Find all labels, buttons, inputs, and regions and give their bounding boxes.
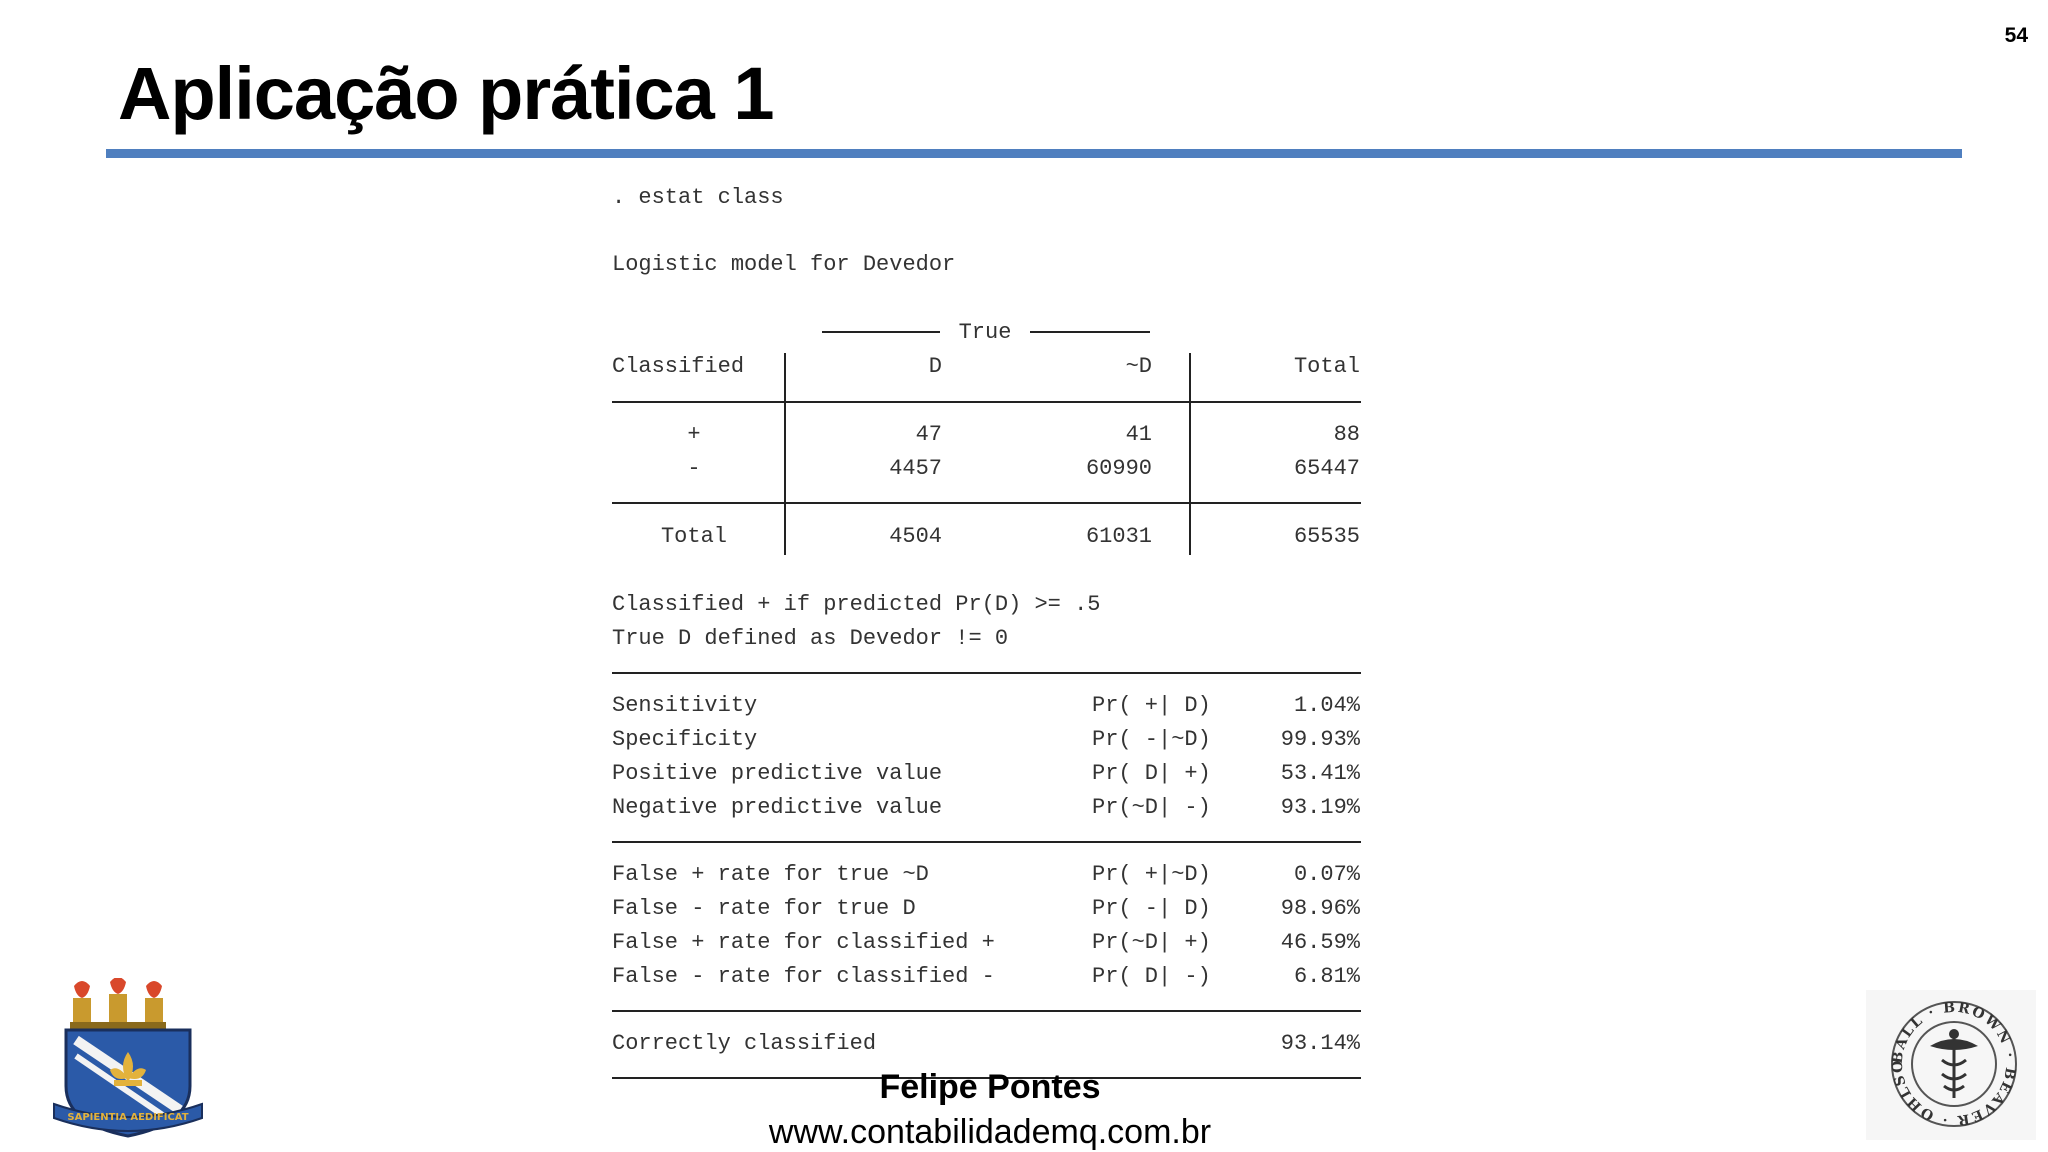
true-header-rule-left: [822, 331, 940, 333]
table-vline-left: [784, 353, 786, 555]
row-total-total: 65535: [1293, 524, 1360, 549]
ball-brown-seal-icon: [1866, 990, 2036, 1140]
table-header-rule: [612, 401, 1361, 403]
stat-value: 0.07%: [1293, 862, 1360, 887]
stat-expr: Pr( +|~D): [1092, 862, 1211, 887]
stat-label: Specificity: [612, 727, 758, 752]
stat-value: 99.93%: [1280, 727, 1360, 752]
footer-author: Felipe Pontes: [879, 1068, 1101, 1106]
model-line: Logistic model for Devedor: [612, 252, 956, 277]
note-threshold: Classified + if predicted Pr(D) >= .5: [612, 592, 1101, 617]
row-minus-not-d: 60990: [1085, 456, 1152, 481]
stat-label: Positive predictive value: [612, 761, 943, 786]
stat-expr: Pr( D| -): [1092, 964, 1211, 989]
stat-label: False + rate for classified +: [612, 930, 995, 955]
stat-label: Negative predictive value: [612, 795, 943, 820]
stat-value: 46.59%: [1280, 930, 1360, 955]
stat-value: 98.96%: [1280, 896, 1360, 921]
stat-value: 53.41%: [1280, 761, 1360, 786]
col-total: Total: [1293, 354, 1360, 379]
correctly-classified-value: 93.14%: [1280, 1031, 1360, 1056]
note-true-definition: True D defined as Devedor != 0: [612, 626, 1009, 651]
stat-value: 93.19%: [1280, 795, 1360, 820]
row-total-d: 4504: [889, 524, 942, 549]
row-plus-label: +: [687, 422, 701, 447]
stat-expr: Pr( +| D): [1092, 693, 1211, 718]
stat-label: False + rate for true ~D: [612, 862, 929, 887]
row-minus-label: -: [687, 456, 701, 481]
stat-expr: Pr( D| +): [1092, 761, 1211, 786]
col-d: D: [928, 354, 942, 379]
stata-command: . estat class: [612, 185, 784, 210]
stat-value: 6.81%: [1293, 964, 1360, 989]
stat-label: Sensitivity: [612, 693, 758, 718]
stat-value: 1.04%: [1293, 693, 1360, 718]
col-classified: Classified: [612, 354, 745, 379]
stat-expr: Pr(~D| -): [1092, 795, 1211, 820]
col-not-d: ~D: [1125, 354, 1152, 379]
stats-rule-3: [612, 1010, 1361, 1012]
correctly-classified-label: Correctly classified: [612, 1031, 877, 1056]
stats-rule-2: [612, 841, 1361, 843]
true-header: True: [958, 320, 1012, 345]
row-plus-total: 88: [1333, 422, 1360, 447]
row-plus-d: 47: [915, 422, 942, 447]
table-vline-right: [1189, 353, 1191, 555]
footer-url: www.contabilidademq.com.br: [768, 1113, 1212, 1151]
row-plus-not-d: 41: [1125, 422, 1152, 447]
stat-expr: Pr(~D| +): [1092, 930, 1211, 955]
row-minus-total: 65447: [1293, 456, 1360, 481]
row-total-label: Total: [660, 524, 727, 549]
table-body-rule: [612, 502, 1361, 504]
page-number: 54: [2004, 24, 2028, 47]
stat-label: False - rate for true D: [612, 896, 916, 921]
row-total-not-d: 61031: [1085, 524, 1152, 549]
svg-text:SAPIENTIA AEDIFICAT: SAPIENTIA AEDIFICAT: [67, 1112, 189, 1123]
stats-rule-1: [612, 672, 1361, 674]
row-minus-d: 4457: [889, 456, 942, 481]
true-header-rule-right: [1030, 331, 1150, 333]
stat-expr: Pr( -| D): [1092, 896, 1211, 921]
svg-text:BALL · BROWN · BEAVER · OHLSON: BALL · BROWN · BEAVER · OHLSO: [1889, 999, 2019, 1129]
stat-expr: Pr( -|~D): [1092, 727, 1211, 752]
ufpb-crest-icon: [52, 978, 204, 1140]
stat-label: False - rate for classified -: [612, 964, 995, 989]
slide-title: Aplicação prática 1: [118, 52, 774, 135]
